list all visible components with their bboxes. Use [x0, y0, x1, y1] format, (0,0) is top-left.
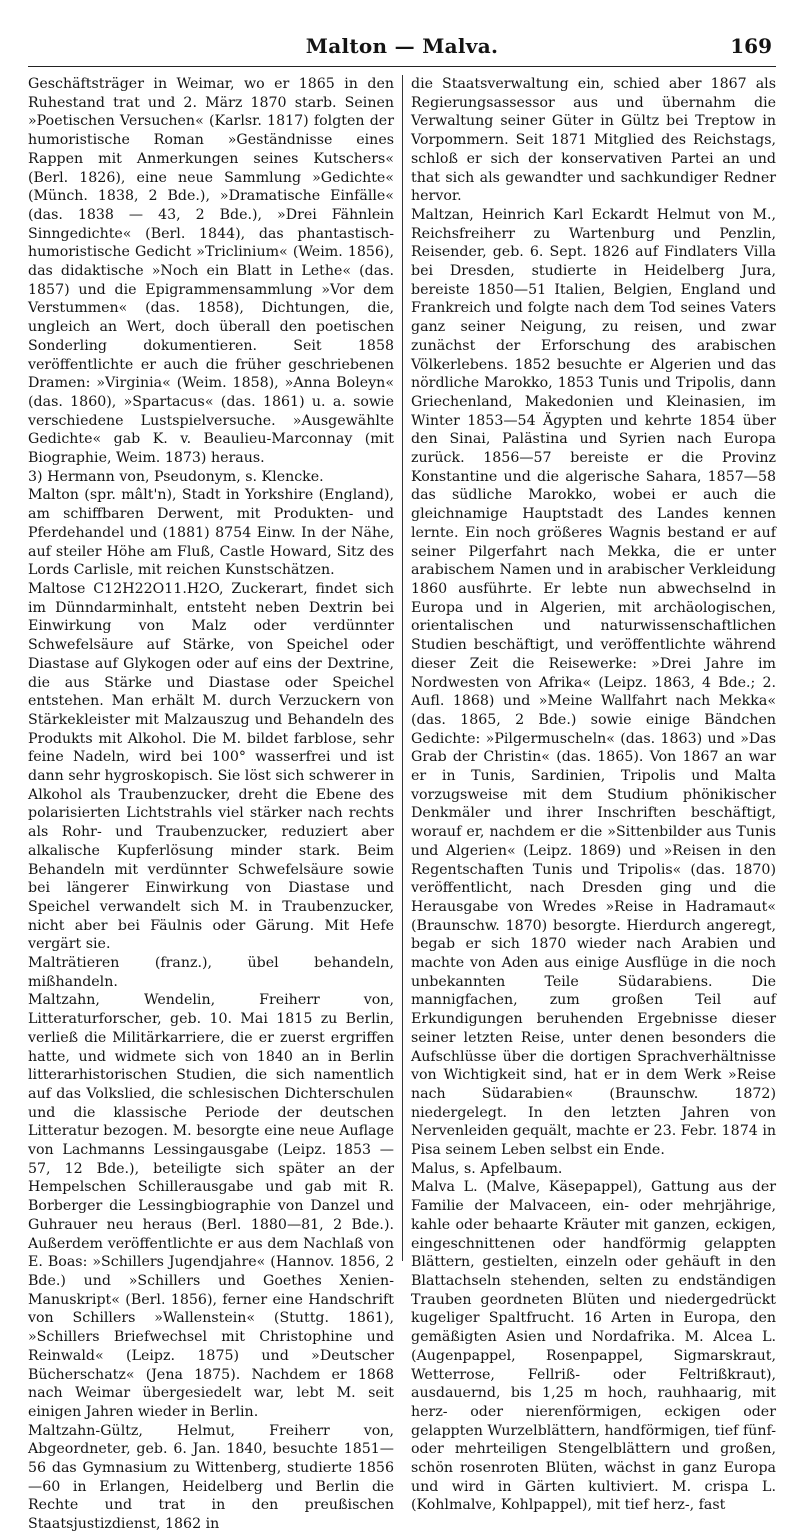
- entry-paragraph: 3) Hermann von, Pseudonym, s. Klencke.: [28, 468, 324, 485]
- entry-malva: Malva L. (Malve, Käsepappel), Gattung aus der Familie der Malvaceen, ein- oder mehrjährige, kahle oder behaarte Kräuter mit ganzen, eckigen, eingeschnittenen oder handförmig gelappten Blättern, gestielten, einzeln oder gehäuft in den Blattachseln stehenden, selten zu endständigen Trauben geordneten Blüten und niedergedrückt kugeliger Spaltfrucht. 16 Arten in Europa, den gemäßigten Asien und Nordafrika. M. Alcea L. (Augenpappel, Rosenpappel, Sigmarskraut, Wetterrose, Fellriß- oder Feltrißkraut), ausdauernd, bis 1,25 m hoch, rauhhaarig, mit herz- oder nierenförmigen, eckigen oder gelappten Wurzelblättern, handförmigen, tief fünf- oder mehrteiligen Stengelblättern und großen, schön rosenroten Blüten, wächst in ganz Europa und wird in Gärten kultiviert. M. crispa L. (Kohlmalve, Kohlpappel), mit tief herz-, fast: [411, 1179, 777, 1514]
- page-header: [28, 30, 776, 67]
- entry-maltraetieren: Malträtieren (franz.), übel behandeln, mißhandeln.: [28, 955, 394, 990]
- left-column: [28, 75, 402, 1533]
- page-number: 169: [730, 34, 772, 58]
- text-columns: [28, 75, 777, 1533]
- entry-paragraph: die Staatsverwaltung ein, schied aber 1867 als Regierungsassessor aus und übernahm die Verwaltung seiner Güter in Gültz bei Treptow in Vorpommern. Seit 1871 Mitglied des Reichstags, schloß er sich der konservativen Partei an und that sich als gewandter und sachkundiger Redner hervor.: [411, 76, 776, 205]
- entry-maltose: Maltose C12H22O11.H2O, Zuckerart, findet sich im Dünndarminhalt, entsteht neben Dextrin bei Einwirkung von Malz oder verdünnter Schwefelsäure auf Stärke, von Speichel oder Diastase auf Glykogen oder auf eins der Dextrine, die aus Stärke und Diastase oder Speichel entstehen. Man erhält M. durch Verzuckern von Stärkekleister mit Malzauszug und Behandeln des Produkts mit Alkohol. Die M. bildet farblose, sehr feine Nadeln, wird bei 100° wasserfrei und ist dann sehr hygroskopisch. Sie löst sich schwerer in Alkohol als Traubenzucker, dreht die Ebene des polarisierten Lichtstrahls viel stärker nach rechts als Rohr- und Traubenzucker, reduziert aber alkalische Kupferlösung minder stark. Beim Behandeln mit verdünnter Schwefelsäure sowie bei längerer Einwirkung von Diastase und Speichel verwandelt sich M. in Traubenzucker, nicht aber bei Fäulnis oder Gärung. Mit Hefe vergärt sie.: [28, 580, 394, 953]
- running-title: Malton — Malva.: [305, 34, 499, 58]
- entry-malus: Malus, s. Apfelbaum.: [411, 1160, 563, 1177]
- entry-maltzahn: Maltzahn, Wendelin, Freiherr von, Litteraturforscher, geb. 10. Mai 1815 zu Berlin, verließ die Militärkarriere, die er zuerst ergriffen hatte, und widmete sich von 1840 an in Berlin litterarhistorischen Studien, die sich namentlich auf das Volkslied, die schlesischen Dichterschulen und die klassische Periode der deutschen Litteratur bezogen. M. besorgte eine neue Auflage von Lachmanns Lessingausgabe (Leipz. 1853 —57, 12 Bde.), beteiligte sich später an der Hempelschen Schillerausgabe und gab mit R. Borberger die Lessingbiographie von Danzel und Guhrauer neu heraus (Berl. 1880—81, 2 Bde.). Außerdem veröffentlichte er aus dem Nachlaß von E. Boas: »Schillers Jugendjahre« (Hannov. 1856, 2 Bde.) und »Schillers und Goethes Xenien-Manuskript« (Berl. 1856), ferner eine Handschrift von Schillers »Wallenstein« (Stuttg. 1861), »Schillers Briefwechsel mit Christophine und Reinwald« (Leipz. 1875) und »Deutscher Bücherschatz« (Jena 1875). Nachdem er 1868 nach Weimar übergesiedelt war, lebt M. seit einigen Jahren wieder in Berlin.: [28, 992, 394, 1420]
- entry-maltzahn-gueltz: Maltzahn-Gültz, Helmut, Freiherr von, Abgeordneter, geb. 6. Jan. 1840, besuchte 1851—56 das Gymnasium zu Wittenberg, studierte 1856—60 in Erlangen, Heidelberg und Berlin die Rechte und trat in den preußischen Staatsjustizdienst, 1862 in: [28, 1422, 394, 1533]
- entry-malton: Malton (spr. mâlt'n), Stadt in Yorkshire (England), am schiffbaren Derwent, mit Produkten- und Pferdehandel und (1881) 8754 Einw. In der Nähe, auf steiler Höhe am Fluß, Castle Howard, Sitz des Lords Carlisle, mit reichen Kunstschätzen.: [28, 487, 394, 579]
- entry-maltzan: Maltzan, Heinrich Karl Eckardt Helmut von M., Reichsfreiherr zu Wartenburg und Penzlin, Reisender, geb. 6. Sept. 1826 auf Findlaters Villa bei Dresden, studierte in Heidelberg Jura, bereiste 1850—51 Italien, Belgien, England und Frankreich und folgte nach dem Tod seines Vaters ganz seiner Neigung, zu reisen, und zwar zunächst der Erforschung des arabischen Völkerlebens. 1852 besuchte er Algerien und das nördliche Marokko, 1853 Tunis und Tripolis, dann Griechenland, Makedonien und Kleinasien, im Winter 1853—54 Ägypten und kehrte 1854 über den Sinai, Palästina und Syrien nach Europa zurück. 1856—57 bereiste er die Provinz Konstantine und die algerische Sahara, 1857—58 das südliche Marokko, wobei er auch die gleichnamige Hauptstadt des Landes kennen lernte. Ein noch größeres Wagnis bestand er auf seiner Pilgerfahrt nach Mekka, die er unter arabischem Namen und in arabischer Verkleidung 1860 ausführte. Er lebte nun abwechselnd in Europa und in Algerien, mit archäologischen, orientalischen und naturwissenschaftlichen Studien beschäftigt, und veröffentlichte während dieser Zeit die Reisewerke: »Drei Jahre im Nordwesten von Afrika« (Leipz. 1863, 4 Bde.; 2. Aufl. 1868) und »Meine Wallfahrt nach Mekka« (das. 1865, 2 Bde.) sowie einige Bändchen Gedichte: »Pilgermuscheln« (das. 1863) und »Das Grab der Christin« (das. 1865). Von 1867 an war er in Tunis, Sardinien, Tripolis und Malta vorzugsweise mit dem Studium phönikischer Denkmäler und ihrer Inschriften beschäftigt, worauf er, nachdem er die »Sittenbilder aus Tunis und Algerien« (Leipz. 1869) und »Reisen in den Regentschaften Tunis und Tripolis« (das. 1870) veröffentlicht, nach Dresden ging und die Herausgabe von Wredes »Reise in Hadramaut« (Braunschw. 1870) besorgte. Hierdurch angeregt, begab er sich 1870 wieder nach Arabien und machte von Aden aus einige Ausflüge in die noch unbekannten Teile Südarabiens. Die mannigfachen, zum großen Teil auf Erkundigungen beruhenden Ergebnisse dieser seiner letzten Reise, unter denen besonders die Aufschlüsse über die dortigen Sprachverhältnisse von Wichtigkeit sind, hat er in dem Werk »Reise nach Südarabien« (Braunschw. 1872) niedergelegt. In den letzten Jahren von Nervenleiden gequält, machte er 23. Febr. 1874 in Pisa seinem Leben selbst ein Ende.: [411, 206, 776, 1159]
- right-column: [402, 75, 777, 1514]
- entry-paragraph: Geschäftsträger in Weimar, wo er 1865 in den Ruhestand trat und 2. März 1870 starb. Seinen »Poetischen Versuchen« (Karlsr. 1817) folgten der humoristische Roman »Geständnisse eines Rappen mit Anmerkungen seines Kutschers« (Berl. 1826), eine neue Sammlung »Gedichte« (Münch. 1838, 2 Bde.), »Dramatische Einfälle« (das. 1838 — 43, 2 Bde.), »Drei Fähnlein Sinngedichte« (Berl. 1844), das phantastisch-humoristische Gedicht »Triclinium« (Weim. 1856), das didaktische »Noch ein Blatt in Lethe« (das. 1857) und die Epigrammensammlung »Vor dem Verstummen« (das. 1858), Dichtungen, die, ungleich an Wert, doch überall den poetischen Sonderling dokumentieren. Seit 1858 veröffentlichte er auch die früher geschriebenen Dramen: »Virginia« (Weim. 1858), »Anna Boleyn« (das. 1860), »Spartacus« (das. 1861) u. a. sowie verschiedene Lustspielversuche. »Ausgewählte Gedichte« gab K. v. Beaulieu-Marconnay (mit Biographie, Weim. 1873) heraus.: [28, 76, 394, 467]
